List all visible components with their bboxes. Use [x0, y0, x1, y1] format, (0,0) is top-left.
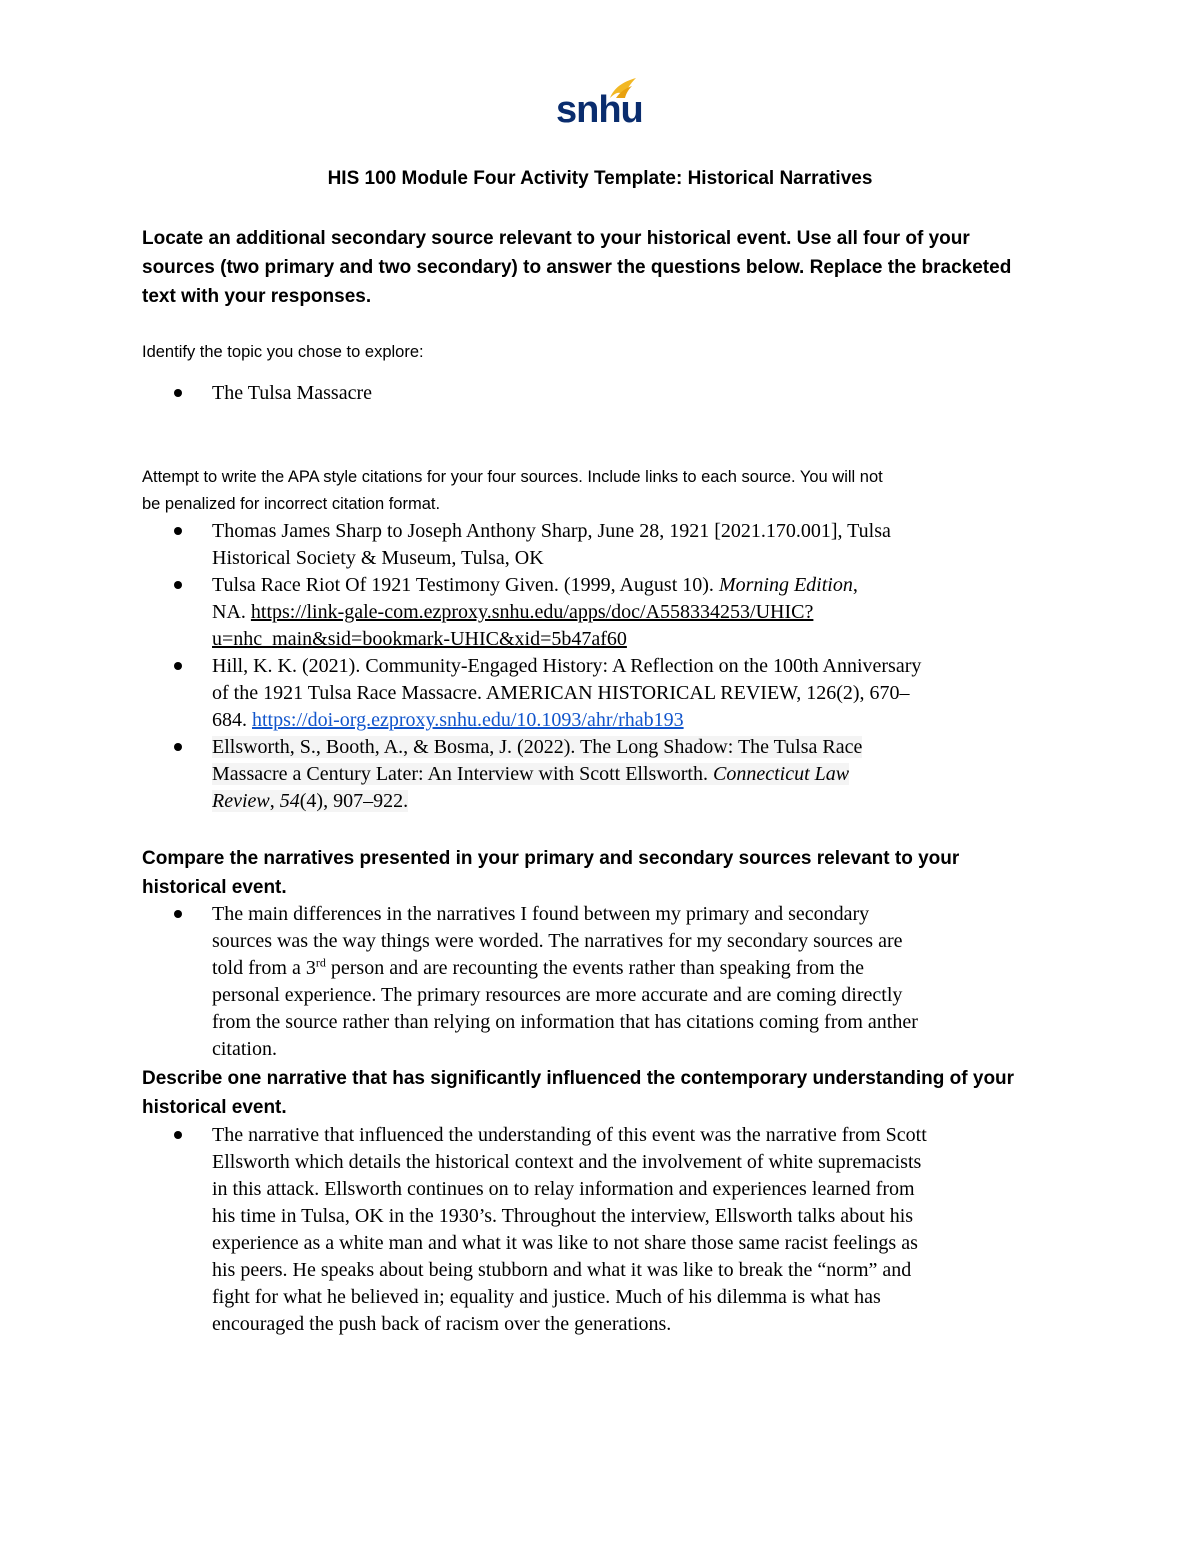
citation-link[interactable]: u=nhc_main&sid=bookmark-UHIC&xid=5b47af60	[212, 628, 627, 650]
snhu-logo	[556, 76, 643, 134]
answer-line: fight for what he believed in; equality and justice. Much of his dilemma is what has	[212, 1286, 881, 1308]
citation-italic: Morning Edition	[718, 574, 853, 596]
list-item	[142, 734, 1072, 815]
citation-text: ,	[852, 574, 858, 596]
logo-text: snhu	[556, 89, 643, 131]
citation-text: (4), 907–922.	[299, 790, 409, 812]
citation-text: Massacre a Century Later: An Interview with Scott Ellsworth.	[212, 763, 713, 785]
answer-text: person and are recounting the events rather than speaking from the	[325, 957, 865, 979]
answer-line: experience as a white man and what it was like to not share those same racist feelings as	[212, 1232, 918, 1254]
compare-question	[142, 844, 1072, 902]
answer-line	[212, 955, 1072, 982]
citation-italic: 54	[279, 790, 300, 812]
bullet-icon	[174, 389, 182, 397]
instructions-line: text with your responses.	[142, 286, 372, 307]
citation-text	[212, 626, 1072, 653]
answer-line: personal experience. The primary resources are more accurate and are coming directly	[212, 984, 903, 1006]
answer-line: sources was the way things were worded. The narratives for my secondary sources are	[212, 930, 903, 952]
list-item	[142, 380, 1072, 407]
citations-prompt	[142, 464, 1072, 518]
question-line: historical event.	[142, 1097, 287, 1118]
answer-line: encouraged the push back of racism over the generations.	[212, 1313, 672, 1335]
page-title: HIS 100 Module Four Activity Template: Historical Narratives	[327, 168, 873, 189]
citation-text	[212, 761, 1072, 788]
answer-line: his peers. He speaks about being stubborn and what it was like to break the “norm” and	[212, 1259, 912, 1281]
bullet-icon	[174, 910, 182, 918]
answer-line: in this attack. Ellsworth continues on to relay information and experiences learned from	[212, 1178, 915, 1200]
citations-prompt-line: be penalized for incorrect citation format.	[142, 495, 441, 513]
bullet-icon	[174, 581, 182, 589]
answer-line: citation.	[212, 1038, 277, 1060]
citations-list	[142, 518, 1072, 815]
citation-text: Historical Society & Museum, Tulsa, OK	[212, 547, 544, 569]
citation-text: Tulsa Race Riot Of 1921 Testimony Given. (1999, August 10).	[212, 574, 719, 596]
answer-text: told from a 3	[212, 957, 316, 979]
answer-line: from the source rather than relying on information that has citations coming from anther	[212, 1011, 918, 1033]
list-item	[142, 901, 1072, 1063]
list-item	[142, 653, 1072, 734]
citation-link[interactable]: https://link-gale-com.ezproxy.snhu.edu/apps/doc/A558334253/UHIC?	[250, 601, 814, 623]
citations-prompt-line: Attempt to write the APA style citations for your four sources. Include links to each source. You will not	[142, 468, 883, 486]
describe-answer-list	[142, 1122, 1072, 1338]
answer-line: Ellsworth which details the historical context and the involvement of white supremacists	[212, 1151, 922, 1173]
citation-text: 684.	[212, 709, 252, 731]
citation-text: Ellsworth, S., Booth, A., & Bosma, J. (2022). The Long Shadow: The Tulsa Race	[212, 736, 863, 758]
instructions	[142, 224, 1072, 311]
list-item	[142, 518, 1072, 572]
describe-question	[142, 1064, 1072, 1122]
citation-text: Hill, K. K. (2021). Community-Engaged History: A Reflection on the 100th Anniversary	[212, 655, 922, 677]
citation-text: NA.	[212, 601, 251, 623]
bullet-icon	[174, 1131, 182, 1139]
topic-answer-list	[142, 380, 1072, 407]
topic-prompt: Identify the topic you chose to explore:	[142, 343, 424, 361]
answer-line: The main differences in the narratives I found between my primary and secondary	[212, 903, 870, 925]
citation-italic: Review	[212, 790, 270, 812]
citation-text	[212, 734, 1072, 761]
citation-text: Thomas James Sharp to Joseph Anthony Sharp, June 28, 1921 [2021.170.001], Tulsa	[212, 520, 891, 542]
citation-text	[212, 572, 1072, 599]
citation-text	[212, 707, 1072, 734]
question-line: historical event.	[142, 877, 287, 898]
citation-text: of the 1921 Tulsa Race Massacre. AMERICAN HISTORICAL REVIEW, 126(2), 670–	[212, 682, 910, 704]
citation-italic: Connecticut Law	[713, 763, 850, 785]
citation-text	[212, 763, 849, 785]
bullet-icon	[174, 743, 182, 751]
bullet-icon	[174, 662, 182, 670]
topic-answer: The Tulsa Massacre	[212, 382, 372, 404]
citation-text	[212, 599, 1072, 626]
compare-answer-list	[142, 901, 1072, 1063]
superscript: rd	[315, 955, 326, 970]
bullet-icon	[174, 527, 182, 535]
question-line: Describe one narrative that has significantly influenced the contemporary understanding of your	[142, 1068, 1015, 1089]
question-line: Compare the narratives presented in your primary and secondary sources relevant to your	[142, 848, 960, 869]
citation-text	[212, 790, 408, 812]
list-item	[142, 1122, 1072, 1338]
list-item	[142, 572, 1072, 653]
answer-line: his time in Tulsa, OK in the 1930’s. Throughout the interview, Ellsworth talks about his	[212, 1205, 914, 1227]
citation-link[interactable]: https://doi-org.ezproxy.snhu.edu/10.1093/ahr/rhab193	[252, 709, 684, 731]
instructions-line: Locate an additional secondary source relevant to your historical event. Use all four of your	[142, 228, 970, 249]
instructions-line: sources (two primary and two secondary) to answer the questions below. Replace the bracketed	[142, 257, 1012, 278]
answer-line: The narrative that influenced the understanding of this event was the narrative from Scott	[212, 1124, 927, 1146]
citation-text	[212, 788, 1072, 815]
citation-text: ,	[269, 790, 280, 812]
